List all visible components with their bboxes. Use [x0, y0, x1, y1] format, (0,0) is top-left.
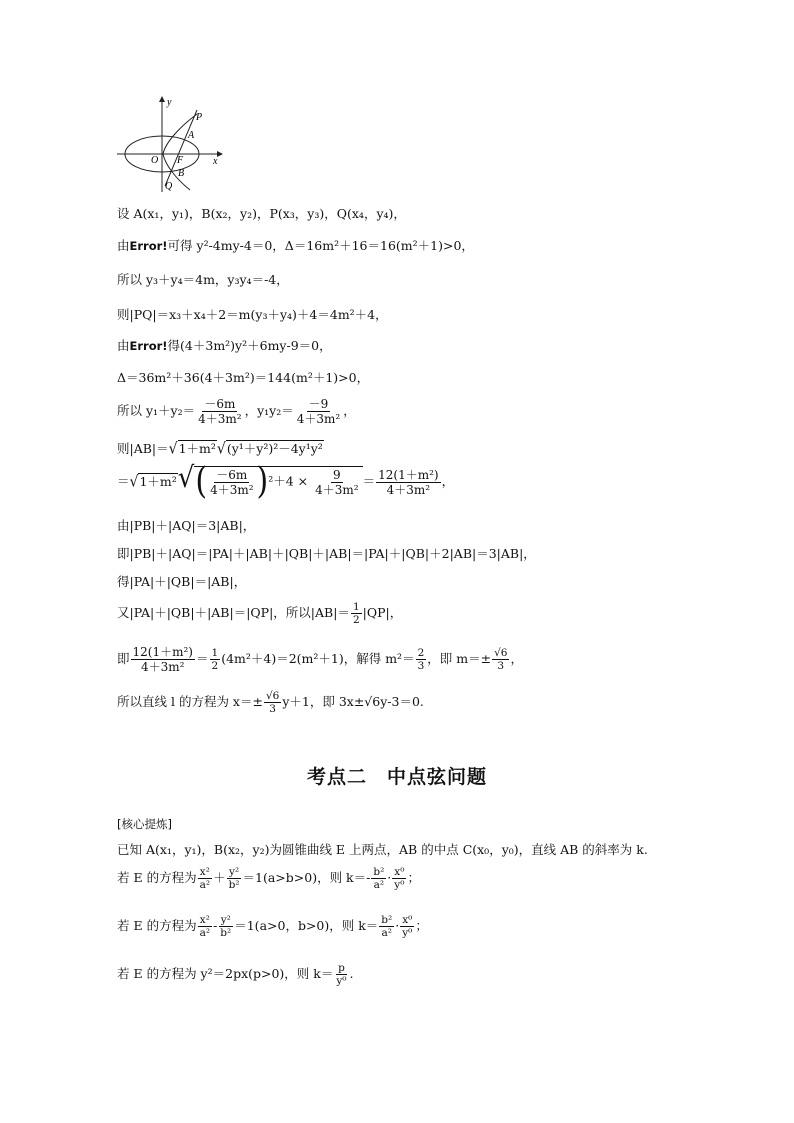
text: 若 E 的方程为 y²＝2px(p>0)，则 k＝: [117, 966, 334, 981]
denominator: 2: [211, 660, 219, 672]
fraction: [351, 601, 362, 626]
core-tag: [核心提炼]: [117, 817, 172, 831]
numerator: x²: [199, 866, 210, 878]
text: -: [213, 918, 218, 933]
key-line-2: [117, 866, 420, 891]
text: .: [349, 966, 354, 981]
denominator: a²: [373, 879, 385, 891]
sqrt-sign: √: [177, 461, 195, 494]
numerator: p: [338, 962, 345, 974]
error-ref: Error!: [129, 339, 168, 353]
text: ，即 m＝±: [427, 651, 492, 666]
denominator: 4＋3m²: [296, 412, 341, 426]
text: ＝1(a>0，b>0)，则 k＝: [234, 918, 379, 933]
numerator: 1: [352, 601, 360, 613]
fraction: [264, 690, 281, 715]
denominator: a²: [199, 879, 211, 891]
denominator: 4＋3m²: [315, 482, 359, 497]
numerator: y²: [220, 914, 231, 926]
text: |QP|，: [362, 605, 403, 620]
label-o: O: [151, 155, 159, 166]
line-2-pre: 由: [117, 238, 130, 253]
text: 若 E 的方程为: [117, 918, 197, 933]
line-2-post: 可得 y²-4my-4＝0，Δ＝16m²＋16＝16(m²＋1)>0，: [167, 238, 474, 253]
line-14: [117, 645, 523, 674]
fraction: [376, 468, 440, 497]
radicand: 1＋m²: [139, 473, 177, 489]
denominator: y⁰: [402, 927, 413, 939]
line-15: [117, 690, 424, 715]
numerator: －6m: [216, 467, 248, 482]
denominator: 3: [497, 660, 505, 672]
key-line-1: 已知 A(x₁，y₁)，B(x₂，y₂)为圆锥曲线 E 上两点，AB 的中点 C(x₀，y₀)，直线 AB 的斜率为 k.: [117, 842, 648, 857]
text: (4m²＋4)＝2(m²＋1)，解得 m²＝: [221, 651, 415, 666]
label-a: A: [188, 130, 195, 141]
fraction: [227, 866, 242, 891]
label-f: F: [177, 155, 184, 166]
denominator: y⁰: [336, 975, 347, 987]
section-title: 考点二 中点弦问题: [306, 766, 487, 788]
line-4: 则|PQ|＝x₃＋x₄＋2＝m(y₃＋y₄)＋4＝4m²＋4，: [117, 307, 388, 322]
label-y: y: [167, 97, 172, 108]
denominator: 2: [352, 614, 360, 626]
numerator: －9: [308, 397, 329, 411]
line-2: [117, 238, 474, 254]
text: 即: [117, 651, 130, 666]
text: 若 E 的方程为: [117, 870, 197, 885]
line-6: Δ＝36m²＋36(4＋3m²)＝144(m²＋1)>0，: [117, 370, 370, 385]
text: 所以 y₁＋y₂＝: [117, 403, 196, 418]
line-5-pre: 由: [117, 338, 130, 353]
key-line-4: [117, 962, 354, 987]
fraction: [400, 914, 414, 939]
sqrt-sign: √: [216, 440, 226, 458]
error-ref: Error!: [129, 239, 168, 253]
denominator: 4＋3m²: [198, 412, 242, 426]
fraction: [492, 647, 509, 672]
line-11: 即|PB|＋|AQ|＝|PA|＋|AB|＋|QB|＋|AB|＝|PA|＋|QB|＋2|AB|＝3|AB|，: [117, 546, 536, 561]
line-5-post: 得(4＋3m²)y²＋6my-9＝0，: [167, 338, 332, 353]
fraction: [131, 645, 195, 674]
text: ＝1(a>b>0)，则 k＝-: [242, 870, 371, 885]
sqrt-sign: √: [129, 472, 139, 491]
numerator: 9: [333, 467, 341, 482]
fraction: [196, 397, 243, 426]
fraction: [198, 914, 212, 939]
text: ＝: [362, 473, 376, 489]
text: ，: [510, 651, 523, 666]
denominator: b²: [220, 927, 232, 939]
denominator: 3: [269, 703, 276, 715]
text: 又|PA|＋|QB|＋|AB|＝|QP|，所以|AB|＝: [117, 605, 350, 620]
denominator: a²: [381, 927, 392, 939]
radicand: 1＋m²: [178, 441, 216, 456]
text: 则|AB|＝: [117, 441, 169, 456]
numerator: b²: [373, 866, 385, 878]
numerator: x⁰: [394, 866, 405, 878]
denominator: a²: [199, 927, 211, 939]
fraction: [208, 468, 255, 497]
numerator: 12(1＋m²): [132, 645, 193, 659]
text: ；: [407, 870, 420, 885]
sqrt-sign: √: [168, 440, 178, 458]
text: ；: [415, 918, 428, 933]
line-7: [117, 397, 356, 426]
fraction: [198, 866, 212, 891]
text: ，: [343, 403, 356, 418]
numerator: √6: [494, 647, 508, 659]
fraction: [379, 914, 394, 939]
line-10: 由|PB|＋|AQ|＝3|AB|，: [117, 518, 256, 533]
line-12: 得|PA|＋|QB|＝|AB|，: [117, 574, 247, 589]
text: ，y₁y₂＝: [244, 403, 294, 418]
text: ＝: [195, 651, 209, 666]
fraction: [218, 914, 233, 939]
label-p: P: [196, 112, 203, 123]
denominator: b²: [228, 879, 240, 891]
numerator: －6m: [204, 397, 236, 411]
label-b: B: [178, 168, 185, 179]
line-8: [117, 440, 324, 457]
radicand: (y¹＋y²)²－4y¹y²: [226, 441, 323, 456]
ellipse-parabola-figure: [115, 94, 225, 194]
text: ，: [441, 473, 455, 489]
text: ＝: [117, 473, 130, 489]
numerator: x²: [199, 914, 210, 926]
text: y＋1，即 3x±√6y-3＝0.: [282, 694, 424, 709]
text: ²＋4 ×: [268, 473, 313, 489]
label-q: Q: [165, 181, 173, 192]
fraction: [371, 866, 386, 891]
line-13: [117, 601, 402, 626]
numerator: 2: [417, 647, 425, 659]
numerator: √6: [265, 690, 280, 702]
denominator: 4＋3m²: [141, 660, 185, 674]
numerator: 12(1＋m²): [378, 467, 439, 482]
radicand-big: [194, 460, 362, 503]
line-3: 所以 y₃＋y₄＝4m，y₃y₄＝-4，: [117, 272, 289, 287]
numerator: b²: [381, 914, 393, 926]
fraction: [313, 468, 360, 497]
fraction: [416, 647, 427, 672]
paren: (: [195, 460, 208, 503]
fraction: [295, 397, 342, 426]
denominator: 4＋3m²: [386, 482, 431, 497]
numerator: 1: [211, 647, 219, 659]
text: 所以直线 l 的方程为 x＝±: [117, 694, 263, 709]
key-line-3: [117, 914, 428, 939]
text: ·: [387, 870, 392, 885]
label-x: x: [213, 156, 218, 167]
denominator: 3: [417, 660, 425, 672]
denominator: 4＋3m²: [210, 482, 254, 497]
line-1: 设 A(x₁，y₁)，B(x₂，y₂)，P(x₃，y₃)，Q(x₄，y₄)，: [117, 206, 406, 221]
text: ·: [395, 918, 400, 933]
fraction: [210, 647, 221, 672]
line-5: [117, 338, 332, 354]
paren: ): [256, 460, 269, 503]
fraction: [392, 866, 406, 891]
numerator: x⁰: [402, 914, 413, 926]
line-9: [117, 460, 455, 503]
fraction: [334, 962, 348, 987]
numerator: y²: [228, 866, 240, 878]
denominator: y⁰: [394, 879, 405, 891]
text: ＋: [213, 870, 226, 885]
